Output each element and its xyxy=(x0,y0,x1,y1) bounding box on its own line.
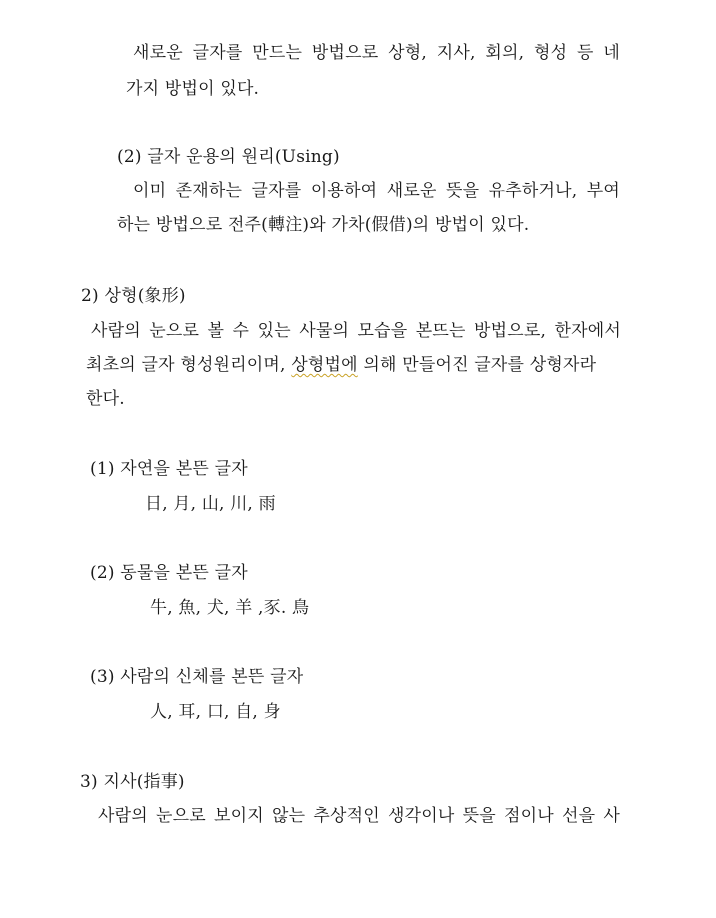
subsection-3-characters: 人, 耳, 口, 自, 身 xyxy=(150,702,281,722)
section-2-line-2-end: 의해 만들어진 글자를 상형자라 xyxy=(357,355,597,375)
section-2-line-2-start: 최초의 글자 형성원리이며, xyxy=(86,355,292,375)
using-line-1: 이미 존재하는 글자를 이용하여 새로운 뜻을 유추하거나, 부여 xyxy=(133,181,620,201)
section-3-line-1: 사람의 눈으로 보이지 않는 추상적인 생각이나 뜻을 점이나 선을 사 xyxy=(98,806,620,826)
subsection-2-heading: (2) 동물을 본뜬 글자 xyxy=(90,563,248,583)
using-heading: (2) 글자 운용의 원리(Using) xyxy=(117,147,340,167)
section-2-line-2 xyxy=(86,354,621,376)
subsection-2-characters: 牛, 魚, 犬, 羊 ,豕. 鳥 xyxy=(150,598,310,618)
section-2-line-3: 한다. xyxy=(86,389,125,409)
section-2-line-1: 사람의 눈으로 볼 수 있는 사물의 모습을 본뜨는 방법으로, 한자에서 xyxy=(91,321,621,341)
intro-line-1: 새로운 글자를 만드는 방법으로 상형, 지사, 회의, 형성 등 네 xyxy=(133,43,620,63)
subsection-1-characters: 日, 月, 山, 川, 雨 xyxy=(145,494,276,514)
using-line-2: 하는 방법으로 전주(轉注)와 가차(假借)의 방법이 있다. xyxy=(117,215,530,235)
subsection-1-heading: (1) 자연을 본뜬 글자 xyxy=(90,459,248,479)
spellcheck-word[interactable]: 상형법에 xyxy=(291,355,358,375)
section-3-heading: 3) 지사(指事) xyxy=(80,772,185,792)
subsection-3-heading: (3) 사람의 신체를 본뜬 글자 xyxy=(90,667,304,687)
intro-line-2: 가지 방법이 있다. xyxy=(126,79,260,99)
section-2-heading: 2) 상형(象形) xyxy=(81,286,186,306)
